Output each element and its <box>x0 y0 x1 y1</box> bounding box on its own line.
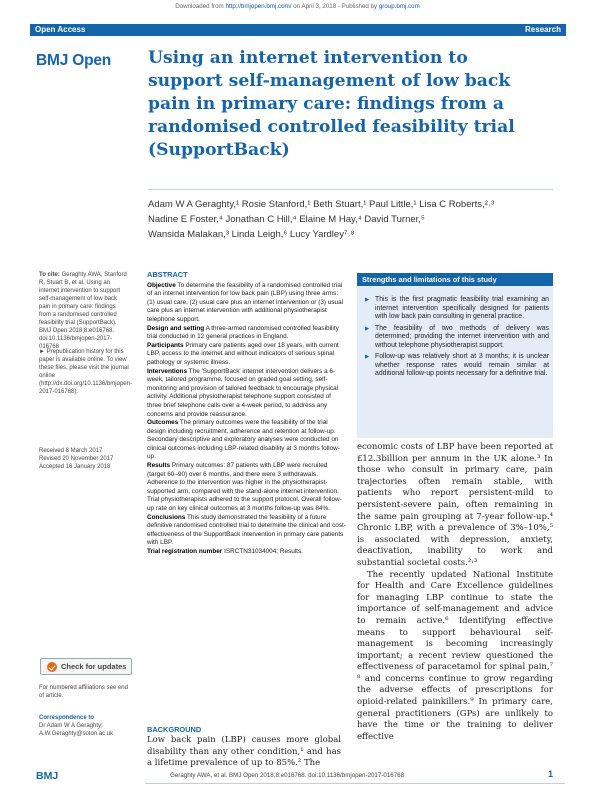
footer-citation: Geraghty AWA, et al. BMJ Open 2018;8:e016768. doi:10.1136/bmjopen-2017-016768 <box>170 772 405 779</box>
list-item: ▶ Follow-up was relatively short at 3 months; it is unclear whether response rates would remain similar at additional follow-up points necessary for a definitive trial. <box>365 353 549 379</box>
correspondence-email[interactable]: A.W.Geraghty@soton.ac.uk <box>39 731 114 737</box>
correspondence-label: Correspondence to <box>39 715 95 721</box>
check-badge-icon <box>47 662 57 672</box>
cite-label: To cite: <box>39 272 60 278</box>
footer-brand: BMJ <box>36 770 59 782</box>
background-text: Low back pain (LBP) causes more global disability than any other condition,¹ and has a lifetime prevalence of up to 85%.² The <box>147 735 341 769</box>
revised-date: Revised 20 November 2017 <box>39 456 114 462</box>
prepub-note: ► Prepublication history for this paper is available online. To view these files, please visit the journal online (http://dx.doi.org/10.1136/bmjopen-2017-016768). <box>39 349 132 395</box>
body-paragraph: The recently updated National Institute for Health and Care Excellence guidelines for managing LBP continue to state the importance of self-management and advice to remain active.⁶ Identifying effective means to support behavioural self-management is becoming increasingly important; a recent review questioned the effectiveness of paracetamol for spinal pain,⁷ ⁸ and concerns continue to grow regarding the adverse effects of prescriptions for opioid-related painkillers.⁹ In primary care, general practitioners (GPs) are unlikely to have the time or the training to deliver effective <box>357 569 553 742</box>
received-date: Received 8 March 2017 <box>39 448 103 454</box>
affiliations-note: For numbered affiliations see end of article. <box>39 685 128 699</box>
abstract <box>147 271 347 557</box>
abstract-section: Participants Primary care patients aged over 18 years, with current LBP, access to the internet and without indicators of serious spinal pathology or systemic illness. <box>147 341 339 366</box>
article-title: Using an internet intervention to support self-management of low back pain in primary care: findings from a randomised controlled feasibility trial (SupportBack) <box>148 48 515 160</box>
list-item: ▶ The feasibility of two methods of delivery was determined; providing the internet intervention with and without telephone physiotherapist support. <box>365 325 549 351</box>
check-for-updates-button[interactable]: Check for updates <box>40 658 132 675</box>
abstract-section: Outcomes The primary outcomes were the feasibility of the trial design including recruitment, adherence and retention at follow-up. Secondary descriptive and exploratory analyses were conducted on clinical outcomes including LBP-related disability at 3 months follow-up. <box>147 419 340 461</box>
section-label: Research <box>524 25 561 34</box>
authors-line: Wansida Malakan,³ Linda Leigh,⁶ Lucy Yardley⁷˒⁸ <box>148 229 355 240</box>
authors-line: Nadine E Foster,⁴ Jonathan C Hill,⁴ Elaine M Hay,⁴ David Turner,⁵ <box>148 214 425 225</box>
article-dates <box>39 447 129 471</box>
header-bar <box>30 24 566 36</box>
correspondence-name: Dr Adam W A Geraghty; <box>39 723 103 729</box>
abstract-section: Objective To determine the feasibility of a randomised controlled trial of an internet intervention for low back pain (LBP) using three arms: (1) usual care, (2) usual care plus an internet intervention or (3) usual care plus an internet intervention with additional physiotherapist telephone support. <box>147 281 344 323</box>
list-item: ▶ This is the first pragmatic feasibility trial examining an internet intervention specifically designed for patients with low back pain consulting in general practice. <box>365 296 549 322</box>
citation-note <box>39 271 129 351</box>
abstract-section: Design and setting A three-armed randomised controlled feasibility trial conducted in 12 general practices in England. <box>147 324 339 341</box>
download-note: Downloaded from http://bmjopen.bmj.com/ on April 3, 2018 - Published by group.bmj.com <box>175 3 420 10</box>
abstract-section: Conclusions This study demonstrated the feasibility of a future definitive randomised controlled trial to determine the clinical and cost-effectiveness of the SupportBack intervention in primary care patients with LBP. <box>147 513 346 547</box>
journal-brand: BMJ Open <box>36 52 112 69</box>
strengths-box-header: Strengths and limitations of this study <box>357 273 553 286</box>
abstract-section: Results Primary outcomes: 87 patients with LBP were recruited (target 60–90) over 6 months, and there were 3 withdrawals. Adherence to the intervention was higher in the physiotherapist-supported arm, compared with the stand-alone internet intervention. Trial physiotherapists adhered to the support protocol. Overall follow-up rate on key clinical outcomes at 3 months follow-up was 84%. <box>147 462 342 513</box>
correspondence <box>39 714 129 738</box>
author-list <box>148 197 553 242</box>
cite-text: Geraghty AWA, Stanford R, Stuart B, et al. Using an internet intervention to support self-management of low back pain in primary care: findings from a randomised controlled feasibility trial (SupportBack). BMJ Open 2018;8:e016768. doi:10.1136/bmjopen-2017-016768 <box>39 272 127 350</box>
accepted-date: Accepted 16 January 2018 <box>39 464 111 470</box>
group-bmj-link[interactable]: group.bmj.com <box>378 3 420 10</box>
footer-divider <box>145 783 565 784</box>
abstract-section: Interventions The 'SupportBack' internet intervention delivers a 6-week, tailored programme, focused on graded goal setting, self-monitoring and provision of tailored feedback to encourage physical activity. Additional physiotherapist telephone support consisted of three brief telephone calls over a 4-week period, to address any concerns and provide reassurance. <box>147 367 339 418</box>
strengths-list <box>365 296 549 382</box>
abstract-section: Trial registration number ISRCTN31034004; Results. <box>147 548 303 555</box>
open-access-label: Open Access <box>35 25 86 34</box>
abstract-heading: ABSTRACT <box>147 270 188 279</box>
authors-line: Adam W A Geraghty,¹ Rosie Stanford,¹ Beth Stuart,¹ Paul Little,¹ Lisa C Roberts,²˒³ <box>148 199 495 210</box>
background-heading: BACKGROUND <box>147 725 202 734</box>
strengths-limitations-box <box>357 273 553 438</box>
page-number: 1 <box>548 769 554 779</box>
body-paragraph: economic costs of LBP have been reported at £12.3billion per annum in the UK alone.³ In those who consult in primary care, pain trajectories often remain stable, with patients who report persistent-mild to persistent-severe pain, often remaining in the same pain grouping at 7-year follow-up.⁴ Chronic LBP, with a prevalence of 3%–10%,⁵ is associated with depression, anxiety, deactivation, inability to work and substantial societal costs.²˒³ <box>357 442 553 568</box>
body-text-right <box>357 442 553 743</box>
title-divider <box>148 189 553 190</box>
bmjopen-link[interactable]: http://bmjopen.bmj.com/ <box>225 3 292 10</box>
